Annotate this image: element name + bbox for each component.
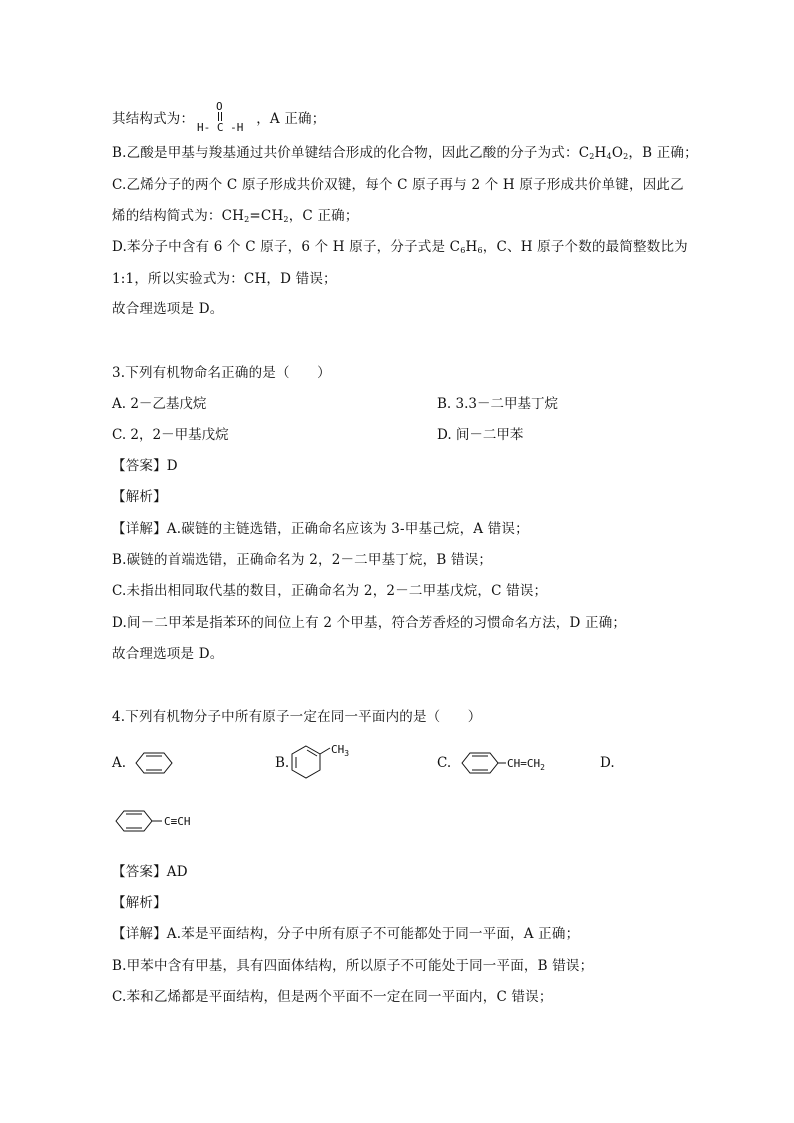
oxygen-label: O bbox=[216, 100, 223, 113]
benzene-structure bbox=[132, 750, 176, 776]
q3-option-d: D. 间－二甲苯 bbox=[437, 427, 524, 443]
text-line: 故合理选项是 D。 bbox=[112, 301, 224, 317]
ethynyl-label: C≡CH bbox=[164, 815, 191, 828]
q4-option-b-label: B. bbox=[275, 755, 290, 771]
text-line: D.苯分子中含有 6 个 C 原子，6 个 H 原子，分子式是 $C_6H_6$，C、H 原子个数的最简整数比为 bbox=[112, 239, 688, 255]
vinyl-label: $CH=CH_2$ bbox=[507, 757, 545, 772]
text-line: C.乙烯分子的两个 C 原子形成共价双键，每个 C 原子再与 2 个 H 原子形成共价单键，因此乙 bbox=[112, 177, 684, 193]
text-line: C.苯和乙烯都是平面结构，但是两个平面不一定在同一平面内，C 错误； bbox=[112, 989, 553, 1005]
text-line: C.未指出相同取代基的数目，正确命名为 2，2－二甲基戊烷，C 错误； bbox=[112, 583, 548, 599]
q3-analysis-label: 【解析】 bbox=[112, 489, 167, 505]
text-line: B.碳链的首端选错，正确命名为 2，2－二甲基丁烷，B 错误； bbox=[112, 552, 493, 568]
text-line: 1:1，所以实验式为：CH，D 错误； bbox=[112, 271, 337, 287]
q4-option-a-label: A. bbox=[112, 755, 127, 771]
phenylacetylene-structure bbox=[112, 808, 212, 834]
text-line: D.间－二甲苯是指苯环的间位上有 2 个甲基，符合芳香烃的习惯命名方法，D 正确； bbox=[112, 615, 627, 631]
formaldehyde-structure bbox=[193, 98, 253, 138]
q3-option-b: B. 3.3－二甲基丁烷 bbox=[437, 396, 558, 412]
text-line: 烯的结构简式为：$CH_2=CH_2$，C 正确； bbox=[112, 208, 359, 224]
question-4-title: 4.下列有机物分子中所有原子一定在同一平面内的是（ ） bbox=[112, 709, 482, 725]
chain-label: H- C -H bbox=[197, 121, 244, 134]
q4-option-d-label: D. bbox=[600, 755, 615, 771]
text-line: 【详解】A.碳链的主链选错，正确命名应该为 3-甲基己烷，A 错误； bbox=[112, 521, 529, 537]
q3-option-a: A. 2－乙基戊烷 bbox=[112, 396, 207, 412]
q4-analysis-label: 【解析】 bbox=[112, 895, 167, 911]
q3-option-c: C. 2，2－甲基戊烷 bbox=[112, 427, 229, 443]
methyl-label: $CH_3$ bbox=[331, 743, 350, 758]
text-line: B.甲苯中含有甲基，具有四面体结构，所以原子不可能处于同一平面，B 错误； bbox=[112, 958, 594, 974]
text-line: B.乙酸是甲基与羧基通过共价单键结合形成的化合物，因此乙酸的分子为式：$C_2H_4O_2$，B 正确； bbox=[112, 145, 698, 161]
styrene-structure bbox=[458, 750, 568, 776]
question-3-title: 3.下列有机物命名正确的是（ ） bbox=[112, 365, 331, 381]
text-line: 【详解】A.苯是平面结构，分子中所有原子不可能都处于同一平面，A 正确； bbox=[112, 926, 580, 942]
q4-answer: 【答案】AD bbox=[112, 864, 188, 880]
q3-answer: 【答案】D bbox=[112, 458, 178, 474]
toluene-structure bbox=[290, 738, 370, 784]
text-line: 其结构式为： ，A 正确； bbox=[112, 111, 326, 127]
text-line: 故合理选项是 D。 bbox=[112, 646, 224, 662]
q4-option-c-label: C. bbox=[437, 755, 452, 771]
